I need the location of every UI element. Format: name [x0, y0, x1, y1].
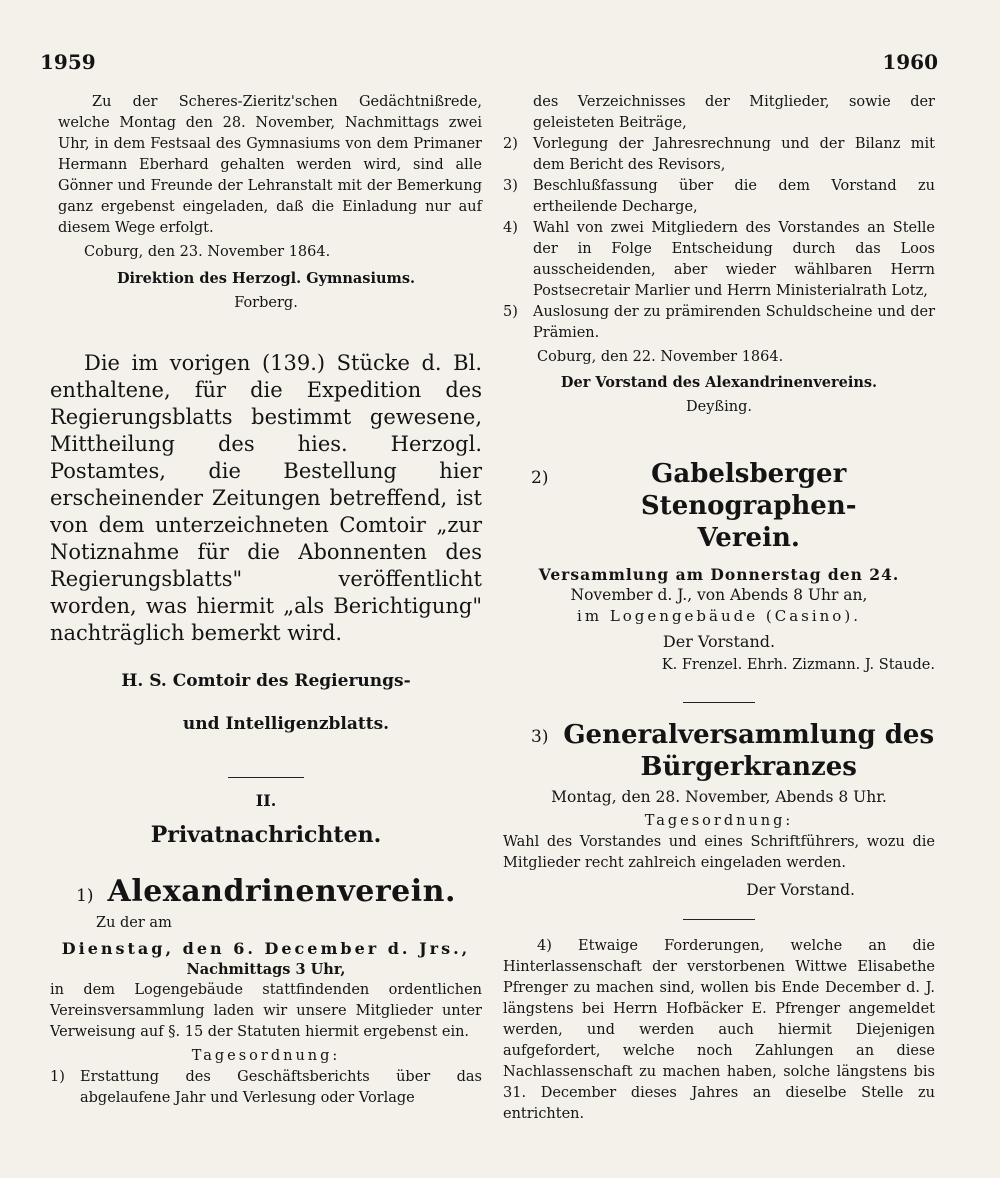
divider	[683, 919, 755, 920]
alexandrinenverein-place-date: Coburg, den 22. November 1864.	[537, 349, 784, 365]
buergerkranz-agenda-label: Tagesordnung:	[644, 813, 794, 829]
agenda-item-text: Wahl von zwei Mitgliedern des Vorstandes an Stelle der in Folge Entscheidung durch das Loos ausscheidenden, aber wieder wählbaren Herrn Postsecretair Marlier und Herrn Ministerialrath Lotz,	[533, 220, 935, 299]
agenda-item	[50, 1067, 482, 1109]
comtoir-notice-signature-2: und Intelligenzblatts.	[182, 714, 390, 734]
invitation-text: in dem Logengebäude stattfindenden ordentlichen Vereinsversammlung laden wir unsere Mitglieder unter Verweisung auf §. 15 der Statuten hiermit ergebenst ein.	[50, 982, 482, 1040]
invitation-intro: Zu der am	[96, 915, 172, 931]
agenda-item-number: 3)	[503, 178, 518, 194]
page-number-right: 1960	[882, 50, 938, 74]
agenda-item-text: Vorlegung der Jahresrechnung und der Bilanz mit dem Bericht des Revisors,	[533, 136, 935, 173]
meeting-time: Nachmittags 3 Uhr,	[186, 961, 346, 978]
buergerkranz-issuer: Der Vorstand.	[746, 881, 855, 899]
buergerkranz-agenda-text: Wahl des Vorstandes und eines Schriftführers, wozu die Mitglieder recht zahlreich eingeladen werden.	[503, 834, 935, 871]
agenda-item-number: 4)	[503, 220, 518, 236]
alexandrinenverein-issuer: Der Vorstand des Alexandrinenvereins.	[560, 374, 878, 391]
item-title-line-1: Generalversammlung des	[563, 720, 935, 750]
gymnasium-notice-issuer: Direktion des Herzogl. Gymnasiums.	[116, 270, 416, 287]
agenda-item-number: 5)	[503, 304, 518, 320]
item-title-line-2: Verein.	[697, 523, 800, 553]
buergerkranz-heading	[503, 719, 935, 783]
stenographen-issuer: Der Vorstand.	[662, 632, 776, 651]
section-number: II.	[255, 791, 277, 810]
item-number: 1)	[76, 886, 94, 906]
page-number-left: 1959	[40, 50, 96, 74]
alexandrinenverein-heading	[50, 873, 482, 911]
comtoir-notice-signature-1: H. S. Comtoir des Regierungs-	[121, 671, 411, 691]
agenda-item-number: 1)	[50, 1069, 65, 1085]
stenographen-heading	[503, 458, 935, 554]
item-title-line-1: Gabelsberger Stenographen-	[640, 459, 857, 521]
item-title-line-2: Bürgerkranzes	[640, 752, 857, 782]
agenda-item-number: 2)	[503, 136, 518, 152]
section-title: Privatnachrichten.	[150, 822, 382, 848]
item-number: 2)	[531, 468, 549, 488]
agenda-item-text: Auslosung der zu prämirenden Schuldscheine und der Prämien.	[533, 304, 935, 341]
agenda-list	[503, 134, 935, 344]
agenda-item	[503, 302, 935, 344]
alexandrinenverein-signer: Deyßing.	[686, 399, 752, 415]
agenda-item-text: Beschlußfassung über die dem Vorstand zu ertheilende Decharge,	[533, 178, 935, 215]
item-number: 3)	[531, 727, 549, 747]
agenda-item	[503, 134, 935, 176]
pfrenger-notice-text: 4) Etwaige Forderungen, welche an die Hinterlassenschaft der verstorbenen Wittwe Elisabethe Pfrenger zu machen sind, wollen bis Ende December d. J. längstens bei Herrn Hofbäcker E. Pfrenger angemeldet werden, und werden auch hiermit Diejenigen aufgefordert, welche noch Zahlungen an diese Nachlassenschaft zu machen haben, solche längstens bis 31. December dieses Jahres an dieselbe Stelle zu entrichten.	[503, 938, 935, 1122]
right-column	[503, 92, 935, 1125]
agenda-label: Tagesordnung:	[191, 1048, 341, 1064]
buergerkranz-when: Montag, den 28. November, Abends 8 Uhr.	[551, 788, 887, 806]
left-column	[50, 92, 482, 1109]
agenda-item-text: Erstattung des Geschäftsberichts über das abgelaufene Jahr und Verlesung oder Vorlage	[80, 1069, 482, 1106]
agenda-item	[503, 218, 935, 302]
item-title: Alexandrinenverein.	[107, 874, 456, 909]
divider	[683, 702, 755, 703]
gymnasium-notice-place-date: Coburg, den 23. November 1864.	[84, 244, 331, 260]
agenda-continuation: des Verzeichnisses der Mitglieder, sowie der geleisteten Beiträge,	[533, 94, 935, 131]
meeting-date: Dienstag, den 6. December d. Jrs.,	[61, 939, 471, 958]
gymnasium-notice-signer: Forberg.	[234, 295, 298, 311]
comtoir-notice-text: Die im vorigen (139.) Stücke d. Bl. enthaltene, für die Expedition des Regierungsblatts bestimmt gewesene, Mittheilung des hies. Herzogl. Postamtes, die Bestellung hier erscheinender Zeitungen betreffend, ist von dem unterzeichneten Comtoir „zur Notiznahme für die Abonnenten des Regierungsblatts" veröffentlicht worden, was hiermit „als Berichtigung" nachträglich bemerkt wird.	[50, 351, 482, 645]
gymnasium-notice-text: Zu der Scheres-Zieritz'schen Gedächtnißrede, welche Montag den 28. November, Nachmittags zwei Uhr, in dem Festsaal des Gymnasiums von dem Primaner Hermann Eberhard gehalten werden wird, sind alle Gönner und Freunde der Lehranstalt mit der Bemerkung ganz ergebenst eingeladen, daß die Einladung nur auf diesem Wege erfolgt.	[58, 94, 482, 236]
stenographen-signers: K. Frenzel. Ehrh. Zizmann. J. Staude.	[661, 657, 935, 673]
divider	[228, 777, 304, 778]
stenographen-line-3: im Logengebäude (Casino).	[577, 607, 861, 625]
agenda-item	[503, 176, 935, 218]
stenographen-line-2: November d. J., von Abends 8 Uhr an,	[570, 586, 868, 604]
stenographen-line-1: Versammlung am Donnerstag den 24.	[538, 565, 900, 584]
